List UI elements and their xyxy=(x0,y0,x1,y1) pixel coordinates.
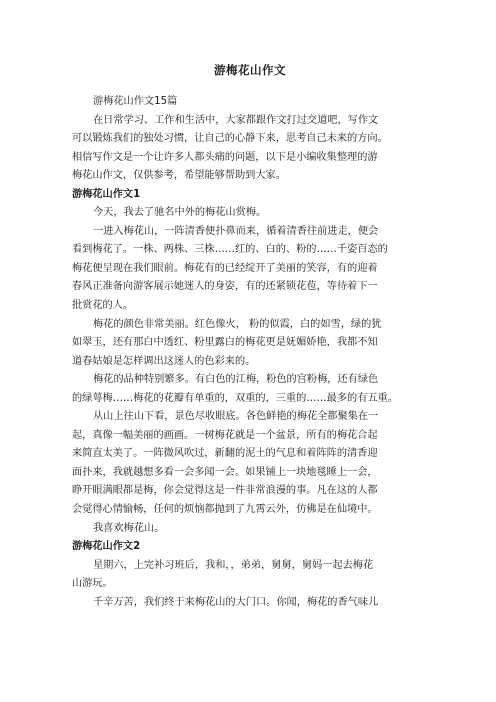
text-line: 批赏花的人。 xyxy=(72,300,134,312)
text-line: 来简直太美了。一阵微风吹过，新翻的泥土的气息和着阵阵的清香迎 xyxy=(72,448,378,460)
text-line: 今天，我去了驰名中外的梅花山赏梅。 xyxy=(93,207,267,219)
text-line: 梅花的品种特别繁多。有白色的江梅，粉色的宫粉梅，还有绿色 xyxy=(93,374,379,386)
section-heading: 游梅花山作文1 xyxy=(72,188,141,200)
text-line: 在日常学习、工作和生活中，大家都跟作文打过交道吧，写作文 xyxy=(93,114,379,126)
text-line: 梅花便呈现在我们眼前。梅花有的已经绽开了美丽的笑容，有的迎着 xyxy=(72,262,378,274)
text-line: 山游玩。 xyxy=(72,578,113,590)
text-line: 如翠玉，还有那白中透红、粉里露白的梅花更是妩媚娇艳，我都不知 xyxy=(72,337,378,349)
text-line: 相信写作文是一个让许多人都头痛的问题，以下是小编收集整理的游 xyxy=(72,151,378,163)
text-line: 从山上往山下看，景色尽收眼底。各色鲜艳的梅花全都聚集在一 xyxy=(93,411,379,423)
text-line: 一进入梅花山，一阵清香便扑鼻而来，循着清香往前进走，便会 xyxy=(93,225,379,237)
text-line: 梅花山作文，仅供参考，希望能够帮助到大家。 xyxy=(72,170,286,182)
text-line: 梅花的颜色非常美丽。红色像火， 粉的似霞，白的如雪，绿的犹 xyxy=(93,318,382,330)
text-line: 看到梅花了。一株、两株、三株……红的、白的、粉的……千姿百态的 xyxy=(72,244,388,256)
text-line: 可以锻炼我们的独处习惯，让自己的心静下来，思考自己未来的方向。 xyxy=(72,133,388,145)
text-line: 道春姑娘是怎样调出这迷人的色彩来的。 xyxy=(72,355,256,367)
document-body xyxy=(72,93,428,612)
text-line: 起，真像一幅美丽的画画。一树梅花就是一个盆景，所有的梅花合起 xyxy=(72,429,378,441)
section-heading: 游梅花山作文2 xyxy=(72,541,141,553)
text-line: 春风正准备向游客展示她迷人的身姿，有的还紧锁花苞，等待着下一 xyxy=(72,281,378,293)
text-line: 会觉得心情愉畅，任何的烦恼都抛到了九霄云外，仿佛是在仙境中。 xyxy=(72,504,378,516)
text-line: 星期六，上完补习班后，我和，，弟弟，舅舅，舅妈一起去梅花 xyxy=(93,559,374,571)
text-line: 的绿萼梅……梅花的花瓣有单重的，双重的，三重的……最多的有五重。 xyxy=(72,392,398,404)
text-line: 睁开眼满眼都是梅，你会觉得这是一件非常浪漫的事。凡在这的人都 xyxy=(72,485,378,497)
text-line: 我喜欢梅花山。 xyxy=(93,522,165,534)
text-line: 游梅花山作文15篇 xyxy=(93,96,178,107)
text-line: 面扑来，我就越想多看一会多闻一会。如果铺上一块地毯睡上一会， xyxy=(72,466,378,478)
document-title: 游梅花山作文 xyxy=(214,63,286,77)
text-line: 千辛万苦，我们终于来梅花山的大门口。你闻，梅花的香气味儿 xyxy=(93,596,379,608)
